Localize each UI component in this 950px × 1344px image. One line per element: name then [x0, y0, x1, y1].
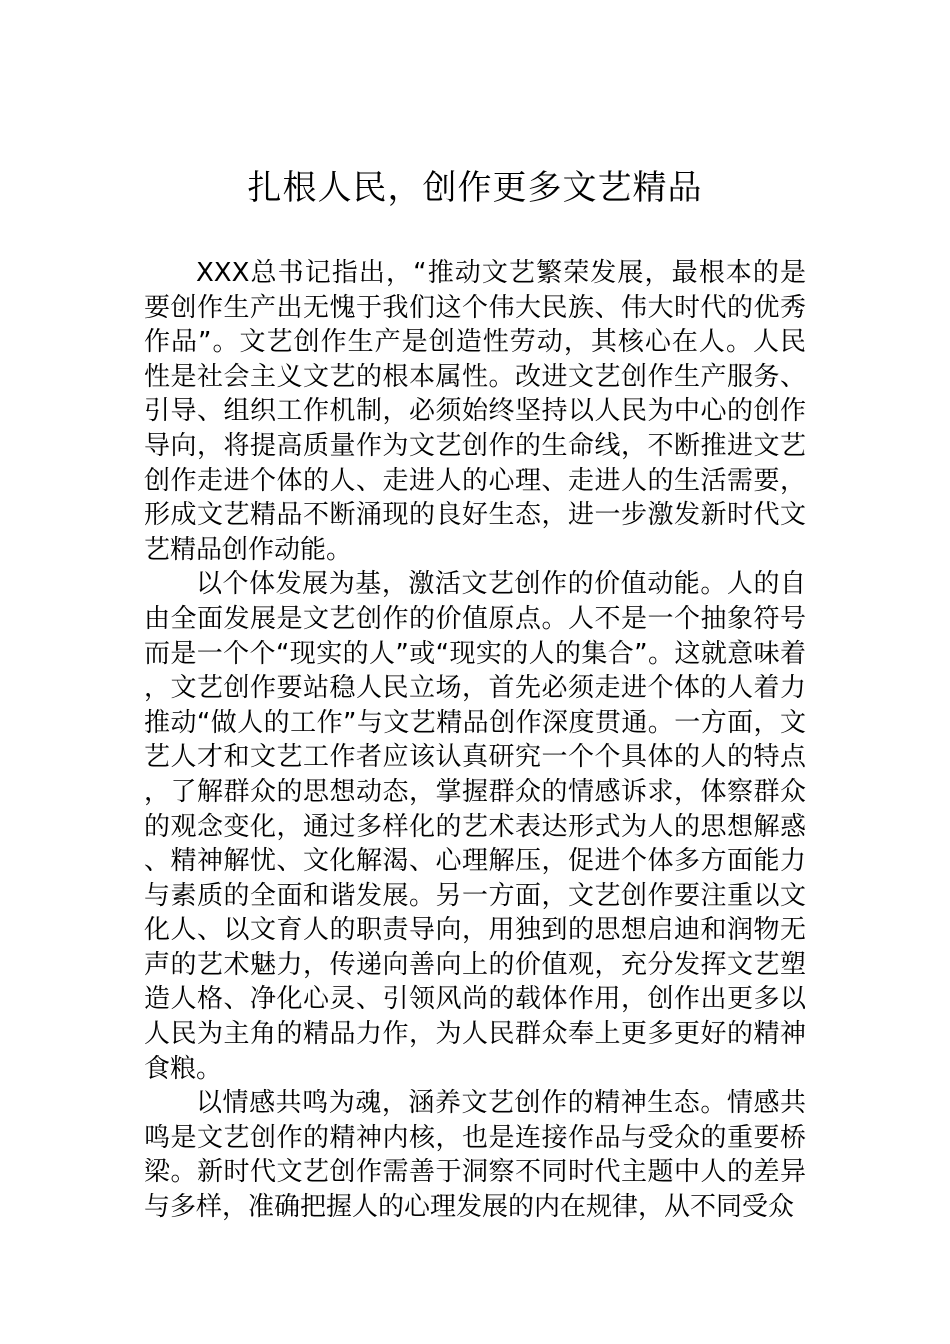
paragraph-individual-development: 以个体发展为基，激活文艺创作的价值动能。人的自由全面发展是文艺创作的价值原点。人不是一个抽象符号而是一个个“现实的人”或“现实的人的集合”。这就意味着，文艺创作要站稳人民立场，首先必须走进个体的人着力推动“做人的工作”与文艺精品创作深度贯通。一方面，文艺人才和文艺工作者应该认真研究一个个具体的人的特点，了解群众的思想动态，掌握群众的情感诉求，体察群众的观念变化，通过多样化的艺术表达形式为人的思想解惑、精神解忧、文化解渴、心理解压，促进个体多方面能力与素质的全面和谐发展。另一方面，文艺创作要注重以文化人、以文育人的职责导向，用独到的思想启迪和润物无声的艺术魅力，传递向善向上的价值观，充分发挥文艺塑造人格、净化心灵、引领风尚的载体作用，创作出更多以人民为主角的精品力作，为人民群众奉上更多更好的精神食粮。 [144, 569, 806, 1084]
paragraph-intro: XXX总书记指出，“推动文艺繁荣发展，最根本的是要创作生产出无愧于我们这个伟大民族、伟大时代的优秀作品”。文艺创作生产是创造性劳动，其核心在人。人民性是社会主义文艺的根本属性。改进文艺创作生产服务、引导、组织工作机制，必须始终坚持以人民为中心的创作导向，将提高质量作为文艺创作的生命线，不断推进文艺创作走进个体的人、走进人的心理、走进人的生活需要，形成文艺精品不断涌现的良好生态，进一步激发新时代文艺精品创作动能。 [144, 258, 806, 565]
paragraph-emotional-resonance: 以情感共鸣为魂，涵养文艺创作的精神生态。情感共鸣是文艺创作的精神内核，也是连接作品与受众的重要桥梁。新时代文艺创作需善于洞察不同时代主题中人的差异与多样，准确把握人的心理发展的内在规律，从不同受众 [144, 1088, 806, 1223]
document-title: 扎根人民，创作更多文艺精品 [247, 168, 703, 208]
document-body [144, 256, 806, 1225]
